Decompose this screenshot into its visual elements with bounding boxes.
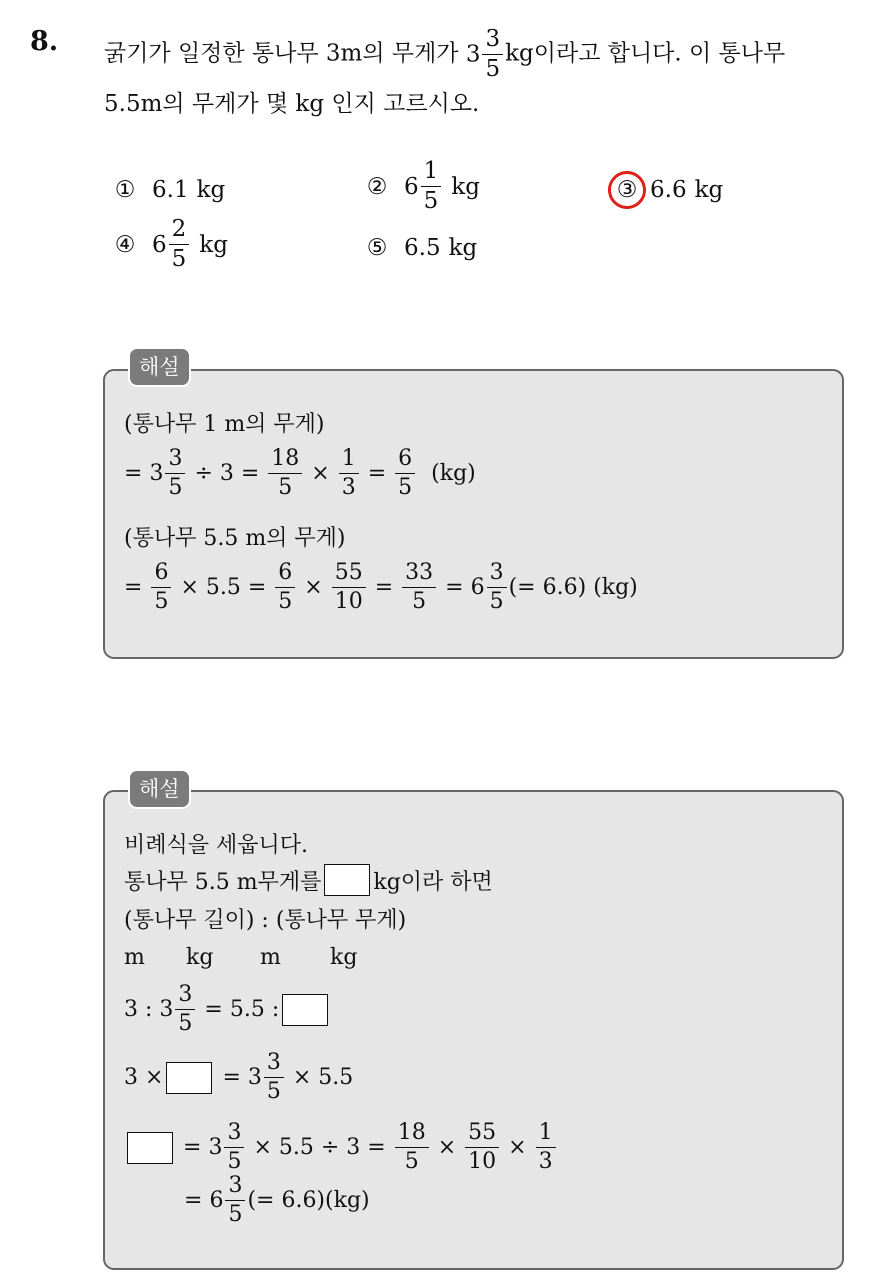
option-4-fraction [169,218,190,271]
option-1[interactable] [112,177,225,203]
text: 3 : [124,997,153,1022]
eq: = [445,575,464,600]
question-weight-whole: 3 [465,41,481,68]
numerator: 18 [395,1122,429,1148]
option-4-mark: ④ [114,231,136,258]
question-number: 8. [30,26,59,57]
denominator: 5 [266,1079,281,1104]
text: kg이라 하면 [373,869,493,895]
numerator: 6 [395,448,415,474]
option-2-mark: ② [366,173,388,200]
question-text-a: 굵기가 일정한 통나무 3m의 무게가 [104,40,459,67]
option-2-fraction [421,160,442,213]
unit: (kg) [593,575,638,600]
unit-label: m [124,945,145,970]
answer-blank-box [324,864,370,896]
option-2-whole: 6 [404,173,419,200]
answer-blank-box [282,994,328,1026]
solution2-line8 [184,1175,370,1226]
whole: 6 [470,575,485,600]
text: × 5.5 ÷ 3 = [253,1135,386,1160]
solution-label-1: 해설 [128,347,191,387]
denominator: 5 [412,589,427,614]
fraction [264,1052,284,1103]
option-4-whole: 6 [152,231,167,258]
denominator: 3 [538,1149,553,1174]
eq: = [367,461,387,486]
solution1-line3: (통나무 5.5 m의 무게) [124,526,346,551]
denominator: 5 [404,1149,419,1174]
solution2-line6 [124,1052,353,1103]
numerator: 3 [487,562,507,588]
div-text: ÷ 3 = [194,461,260,486]
eq: = [374,575,394,600]
eq: = [183,1135,202,1160]
denominator: 3 [341,475,356,500]
solution2-line4 [124,945,357,970]
denominator: 5 [485,56,501,82]
numerator: 3 [165,448,185,474]
numerator: 55 [332,562,366,588]
unit-label: kg [186,945,214,970]
fraction [268,448,302,499]
denominator: 5 [168,475,183,500]
times: × [508,1135,527,1160]
eq: = [124,461,143,486]
text: 통나무 5.5 m무게를 [124,869,322,895]
numerator: 3 [224,1122,244,1148]
question-weight-fraction [482,28,503,81]
whole: 3 [208,1135,223,1160]
denominator: 5 [154,589,169,614]
fraction [332,562,366,613]
fraction [225,1175,245,1226]
text: × 5.5 [292,1065,354,1090]
numerator: 3 [175,984,195,1010]
numerator: 1 [339,448,359,474]
text: = 5.5 : [204,997,280,1022]
times: × [437,1135,457,1160]
numerator: 18 [268,448,302,474]
option-1-value: 6.1 [152,177,189,203]
fraction [165,448,185,499]
option-1-unit: kg [196,177,226,203]
question-text-line2: 5.5m의 무게가 몇 kg 인지 고르시오. [104,91,480,117]
selected-circle-icon [606,169,649,212]
unit-label: m [260,945,281,970]
solution2-line7 [124,1122,558,1173]
eq: = [222,1065,241,1090]
solution-label-2: 해설 [128,769,191,809]
whole: 3 [159,997,174,1022]
eq: = [124,575,143,600]
whole: 6 [209,1188,224,1213]
tail: (= 6.6) [247,1188,326,1213]
option-3-value: 6.6 [650,177,687,203]
denominator: 10 [468,1149,497,1174]
whole: 3 [149,461,164,486]
denominator: 5 [423,188,439,214]
option-3[interactable] [614,177,723,203]
denominator: 5 [278,589,293,614]
answer-blank-box [166,1062,212,1094]
option-3-mark-wrap [614,177,640,203]
fraction [224,1122,244,1173]
numerator: 6 [151,562,171,588]
fraction [151,562,171,613]
denominator: 5 [489,589,504,614]
solution2-line3: (통나무 길이) : (통나무 무게) [124,908,407,933]
solution2-line1: 비례식을 세웁니다. [124,833,309,858]
numerator: 1 [536,1122,556,1148]
text: 3 × [124,1065,164,1090]
unit: (kg) [325,1188,370,1213]
option-2-unit: kg [451,173,480,200]
option-5-value: 6.5 [404,235,441,261]
denominator: 5 [228,1202,243,1227]
fraction [395,1122,429,1173]
denominator: 5 [398,475,413,500]
denominator: 5 [278,475,293,500]
question-text-line1 [104,28,785,81]
numerator: 55 [465,1122,499,1148]
solution2-line5 [124,984,331,1035]
numerator: 3 [225,1175,245,1201]
denominator: 10 [334,589,363,614]
numerator: 2 [169,218,190,245]
numerator: 1 [421,160,442,187]
eq: = [184,1188,203,1213]
option-5-mark: ⑤ [366,235,388,261]
fraction [339,448,359,499]
option-3-mark: ③ [616,177,638,203]
answer-blank-box [127,1132,173,1164]
fraction [487,562,507,613]
denominator: 5 [171,246,187,272]
mul-text: × 5.5 = [180,575,267,600]
fraction [402,562,436,613]
tail: (= 6.6) [508,575,587,600]
times: × [311,461,330,486]
whole: 3 [247,1065,262,1090]
option-1-mark: ① [114,177,136,203]
solution1-line4 [124,562,638,613]
numerator: 33 [402,562,436,588]
fraction [536,1122,556,1173]
fraction [395,448,415,499]
option-3-unit: kg [694,177,724,203]
option-4-unit: kg [199,231,228,258]
fraction [175,984,195,1035]
solution1-line2 [124,448,476,499]
question-text-b: kg이라고 합니다. 이 통나무 [505,40,786,67]
option-2[interactable] [364,160,480,213]
fraction [275,562,295,613]
unit-label: kg [330,945,358,970]
denominator: 5 [178,1011,193,1036]
solution1-line1: (통나무 1 m의 무게) [124,412,325,437]
numerator: 3 [264,1052,284,1078]
numerator: 3 [482,28,503,55]
solution2-line2 [124,864,493,896]
times: × [304,575,323,600]
numerator: 6 [275,562,295,588]
denominator: 5 [227,1149,242,1174]
fraction [465,1122,499,1173]
option-4[interactable] [112,218,228,271]
option-5-unit: kg [448,235,478,261]
option-5[interactable] [364,235,477,261]
unit: (kg) [431,461,476,486]
